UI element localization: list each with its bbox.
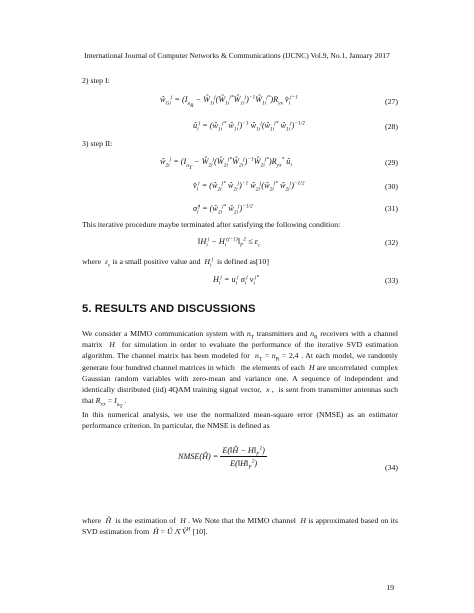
journal-header: International Journal of Computer Networks & Communications (IJCNC) Vol.9, No.1, January 2017 (84, 51, 390, 60)
equation-number: (29) (385, 158, 398, 167)
equation-30: $v̂_i^j$ = ($ŵ_{2i}^{j*}$ $ŵ_{2i}^j)^{-1}$ $ŵ_{2i}^j(ŵ_{2i}^{j*}$ $ŵ_{2i}^j)^{-1/2}$ (193, 180, 305, 193)
equation-29: $ŵ_{2i}^j = (I_{n_T}$ − $Ŵ_{2i}^j(Ŵ_{2i}^{j*}Ŵ_{2i}^j)^{-1}Ŵ_{2i}^{j*})R_{yx}^*$ $û_i$ (160, 156, 292, 171)
equation-28: $û_i^j$ = ($ŵ_{1i}^{j*}$ $ŵ_{1i}^j)^{-1}$ $ŵ_{1i}^j(ŵ_{1i}^{j*}$ $ŵ_{1i}^j)^{-1/2}$ (193, 120, 305, 133)
equation-number: (30) (385, 182, 398, 191)
equation-34: NMSE(Ĥ) = $\frac{E(‖Ĥ - H‖_F^2)}{E(‖H‖_F^2)}$ (178, 445, 265, 471)
equation-31: $\sigmâ_i^j$ = ($ŵ_{2i}^{j*}$ $ŵ_{2i}^j)^{-1/2}$ (193, 203, 253, 216)
equation-number: (32) (385, 238, 398, 247)
equation-number: (27) (385, 97, 398, 106)
page-number: 19 (386, 583, 394, 592)
paragraph-iterative: This iterative procedure maybe terminated after satisfying the following condition: (82, 220, 341, 229)
step-ii-label: 3) step II: (82, 139, 113, 148)
section-heading: 5. RESULTS AND DISCUSSIONS (82, 303, 256, 315)
equation-33: $H_i^j = u_i^j$ $\sigma_i^j$ $v_i^{j*}$ (213, 274, 260, 287)
equation-27: $ŵ_{Gi}^j = (I_{n_R}$ − $Ŵ_{1i}^j(Ŵ_{1i}^{j*}Ŵ_{1i}^j)^{-1}Ŵ_{1i}^{j*})R_{yx}$ $v̂_i^{j-1}$ (160, 94, 298, 109)
equation-number: (34) (385, 463, 398, 472)
paragraph-where: where $\varepsilon_c$ is a small positive value and $H_i^j$ is defined as[10] (82, 256, 269, 269)
paragraph-nmse: In this numerical analysis, we use the normalized mean-square error (NMSE) as an estimator performance criterion. In particular, the NMSE is defined as (82, 410, 398, 431)
step-i-label: 2) step I: (82, 76, 110, 85)
paragraph-final: where Ĥ is the estimation of H . We Note that the MIMO channel H is approximated based on its SVD estimation from Ĥ = Û Λ̂ V̂$^H$ [10]. (82, 516, 398, 537)
nmse-fraction: $\frac{E(‖Ĥ - H‖_F^2)}{E(‖H‖_F^2)}$ (222, 445, 265, 471)
equation-32: $‖H_i^j$ − $H_i^{(j-1)}‖_F^2 \le \varepsilon_c$ (198, 236, 261, 249)
equation-number: (28) (385, 122, 398, 131)
paragraph-results: We consider a MIMO communication system with $n_T$ transmitters and $n_R$ receivers with a channel matrix H for simulation in order to evaluate the performance of the iterative SVD estimation algorithm. The channel matrix has been modeled for $n_T = n_R = 2,4$ . At each model, we randomly generate four hundred channel matrices in which the elements of each H are uncorrelated complex Gaussian random variables with zero-mean and variance one. A sequence of independent and identically distributed (iid) 4QAM training signal vector, x , is sent from transmitter antennas such that $R_{xx} = I_{n_T}$ . (82, 329, 399, 410)
equation-number: (33) (385, 276, 398, 285)
equation-number: (31) (385, 204, 398, 213)
